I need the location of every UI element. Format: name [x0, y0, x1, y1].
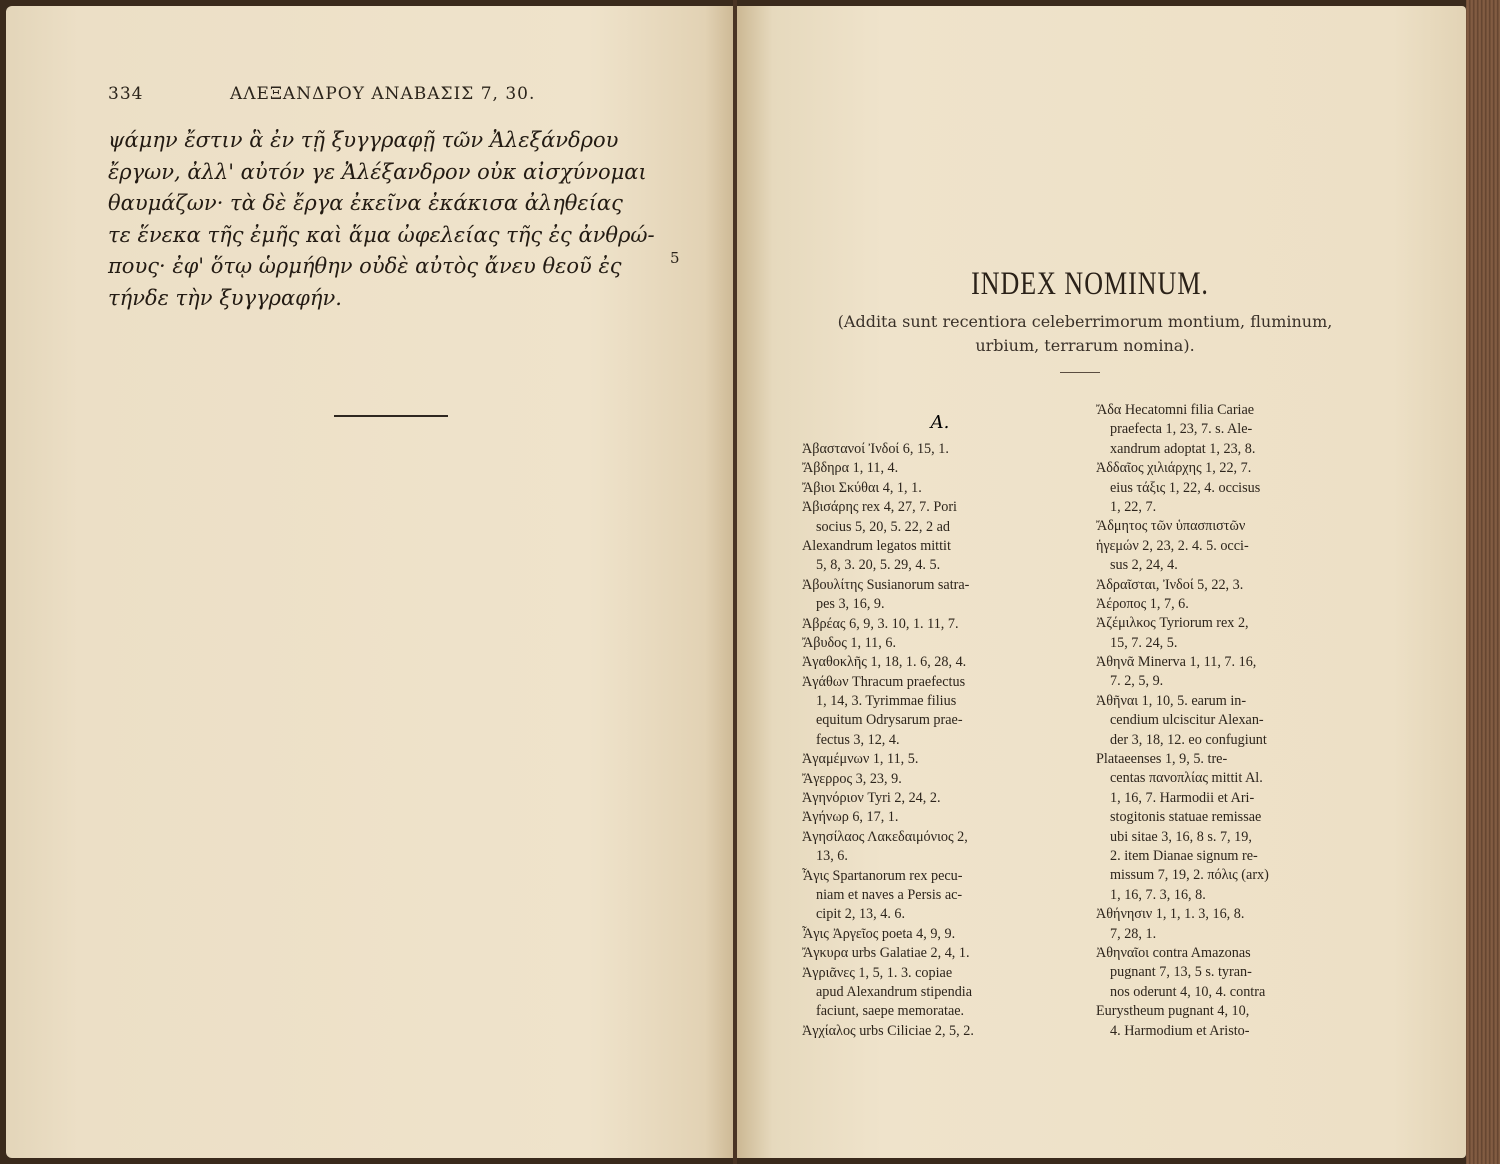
title-rule [1060, 372, 1100, 373]
subtitle-line-2: urbium, terrarum nomina). [975, 336, 1195, 355]
index-entry-line: Ἄδα Hecatomni filia Cariae [1096, 402, 1255, 418]
index-entry-line: Ἀθήνησιν 1, 1, 1. 3, 16, 8. [1096, 906, 1245, 923]
index-entry-line: 1, 14, 3. Tyrimmae filius [816, 693, 957, 710]
index-entry-line: Ἀγηνόριον Tyri 2, 24, 2. [802, 790, 941, 807]
index-entry-line: Ἀγήνωρ 6, 17, 1. [802, 809, 899, 826]
index-entry-line: fectus 3, 12, 4. [816, 731, 900, 748]
index-entry-line: cendium ulciscitur Alexan- [1110, 712, 1264, 729]
page-edges [1466, 0, 1500, 1164]
page-number: 334 [108, 84, 144, 104]
index-entry-line: missum 7, 19, 2. πόλις (arx) [1110, 867, 1269, 884]
text-line: ἔργων, ἀλλ' αὐτόν γε Ἀλέξανδρον οὐκ αἰσχύνομαι [108, 159, 647, 184]
index-entry-line: centas πανοπλίας mittit Al. [1110, 770, 1263, 787]
running-head [108, 84, 668, 110]
index-entry-line: 15, 7. 24, 5. [1110, 634, 1178, 651]
index-entry-line: Ἀγαθοκλῆς 1, 18, 1. 6, 28, 4. [802, 654, 967, 671]
index-entry-line: Ἄγκυρα urbs Galatiae 2, 4, 1. [802, 945, 970, 962]
text-line: θαυμάζων· τὰ δὲ ἔργα ἐκεῖνα ἐκάκισα ἀληθείας [108, 191, 623, 215]
index-entry-line: sus 2, 24, 4. [1110, 557, 1178, 574]
index-title: INDEX NOMINUM. [971, 265, 1209, 302]
index-entry-line: Ἀγριᾶνες 1, 5, 1. 3. copiae [802, 964, 953, 981]
text-line: τήνδε τὴν ξυγγραφήν. [108, 285, 342, 310]
index-entry-line: Eurystheum pugnant 4, 10, [1096, 1003, 1250, 1020]
index-column-left [802, 440, 1066, 1041]
text-line: τε ἕνεκα τῆς ἐμῆς καὶ ἅμα ὠφελείας τῆς ἐς ἀνθρώ- [108, 222, 655, 247]
index-entry-line: Ἀγάθων Thracum praefectus [802, 673, 966, 690]
index-entry-line: Ἄβυδος 1, 11, 6. [802, 634, 896, 651]
book-gutter [733, 0, 737, 1164]
index-entry-line: pugnant 7, 13, 5 s. tyran- [1110, 964, 1252, 981]
index-entry-line: Plataeenses 1, 9, 5. tre- [1096, 751, 1228, 768]
index-entry-line: Ἆγις Spartanorum rex pecu- [802, 867, 963, 884]
subtitle-line-1: (Addita sunt recentiora celeberrimorum montium, fluminum, [837, 312, 1333, 331]
index-entry-line: Ἀζέμιλκος Tyriorum rex 2, [1096, 615, 1249, 632]
section-letter: A. [930, 412, 950, 433]
index-entry-line: Ἄβιοι Σκύθαι 4, 1, 1. [802, 479, 922, 496]
index-entry-line: Ἀβαστανοί Ἰνδοί 6, 15, 1. [802, 441, 949, 457]
index-entry-line: stogitonis statuae remissae [1110, 809, 1262, 826]
index-entry-line: 4. Harmodium et Aristo- [1110, 1022, 1250, 1039]
index-entry-line: equitum Odrysarum prae- [816, 712, 963, 729]
index-entry-line: 5, 8, 3. 20, 5. 29, 4. 5. [816, 557, 941, 574]
index-entry-line: Ἄγερρος 3, 23, 9. [802, 770, 902, 787]
line-number-marker: 5 [670, 249, 680, 267]
index-entry-line: Ἀγησίλαος Λακεδαιμόνιος 2, [802, 828, 968, 845]
index-entry-line: Ἆγις Ἀργεῖος poeta 4, 9, 9. [802, 925, 956, 942]
index-entry-line: 1, 22, 7. [1110, 498, 1157, 515]
index-entry-line: xandrum adoptat 1, 23, 8. [1110, 440, 1256, 457]
index-entry-line: Ἀθῆναι 1, 10, 5. earum in- [1096, 692, 1247, 709]
index-entry-line: faciunt, saepe memoratae. [816, 1003, 965, 1020]
index-entry-line: Ἀθηναῖοι contra Amazonas [1096, 944, 1251, 961]
index-entry-line: der 3, 18, 12. eo confugiunt [1110, 731, 1267, 748]
index-entry-line: ubi sitae 3, 16, 8 s. 7, 19, [1110, 828, 1252, 845]
index-entry-line: 7, 28, 1. [1110, 925, 1157, 942]
index-entry-line: pes 3, 16, 9. [816, 596, 885, 613]
running-head-title: ΑΛΕΞΑΝΔΡΟΥ ΑΝΑΒΑΣΙΣ 7, 30. [230, 84, 536, 104]
index-entry-line: Ἀέροπος 1, 7, 6. [1096, 595, 1189, 612]
index-entry-line: Ἄδμητος τῶν ὑπασπιστῶν [1096, 518, 1246, 535]
index-entry-line: ἡγεμών 2, 23, 2. 4. 5. occi- [1096, 537, 1249, 554]
index-entry-line: Ἀθηνᾶ Minerva 1, 11, 7. 16, [1096, 654, 1257, 671]
index-column-right [1096, 401, 1360, 1041]
index-entry-line: nos oderunt 4, 10, 4. contra [1110, 983, 1266, 1000]
index-entry-line: eius τάξις 1, 22, 4. occisus [1110, 479, 1261, 496]
index-entry-line: Ἀγαμέμνων 1, 11, 5. [802, 751, 919, 768]
index-entry-line: 1, 16, 7. Harmodii et Ari- [1110, 789, 1255, 806]
text-line: πους· ἐφ' ὅτῳ ὡρμήθην οὐδὲ αὐτὸς ἄνευ θεοῦ ἐς [108, 254, 622, 278]
end-rule [334, 415, 448, 417]
text-line: ψάμην ἔστιν ἃ ἐν τῇ ξυγγραφῇ τῶν Ἀλεξάνδρου [108, 128, 619, 152]
index-entry-line: praefecta 1, 23, 7. s. Ale- [1110, 421, 1253, 438]
index-entry-line: Ἀβουλίτης Susianorum satra- [802, 576, 970, 593]
index-entry-line: socius 5, 20, 5. 22, 2 ad [816, 518, 950, 535]
index-entry-line: Ἀβρέας 6, 9, 3. 10, 1. 11, 7. [802, 615, 959, 632]
index-subtitle [800, 310, 1370, 358]
index-entry-line: 2. item Dianae signum re- [1110, 847, 1258, 864]
index-entry-line: Ἀδραῖσται, Ἰνδοί 5, 22, 3. [1096, 576, 1244, 593]
greek-text-block [108, 125, 666, 314]
index-entry-line: 1, 16, 7. 3, 16, 8. [1110, 886, 1206, 903]
index-entry-line: 7. 2, 5, 9. [1110, 673, 1164, 690]
index-entry-line: Alexandrum legatos mittit [802, 537, 951, 554]
index-entry-line: niam et naves a Persis ac- [816, 886, 963, 903]
index-entry-line: Ἄβδηρα 1, 11, 4. [802, 460, 899, 477]
index-entry-line: Ἀβισάρης rex 4, 27, 7. Pori [802, 499, 957, 516]
index-entry-line: Ἀδδαῖος χιλιάρχης 1, 22, 7. [1096, 460, 1252, 477]
index-entry-line: Ἀγχίαλος urbs Ciliciae 2, 5, 2. [802, 1022, 974, 1039]
index-entry-line: cipit 2, 13, 4. 6. [816, 906, 906, 923]
index-entry-line: apud Alexandrum stipendia [816, 983, 973, 1000]
index-entry-line: 13, 6. [816, 848, 848, 865]
